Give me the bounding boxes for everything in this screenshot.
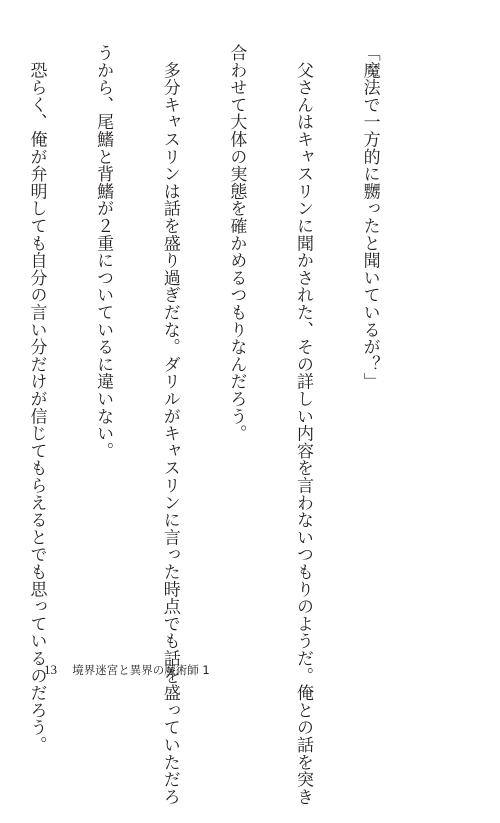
page-footer: [44, 662, 210, 678]
text-line: 父さんはキャスリンに聞かされた、その詳しい内容を言わないつもりのようだ。俺との話を突き: [292, 44, 313, 806]
book-title: 境界迷宮と異界の魔術師 1: [72, 663, 210, 677]
text-line: 多分キャスリンは話を盛り過ぎだな。ダリルがキャスリンに言った時点でも話を盛っていただろ: [159, 44, 180, 806]
text-line: うから、尾鰭と背鰭が２重についているに違いない。: [93, 44, 114, 460]
page-number: 13: [44, 662, 57, 677]
text-line: 「魔法で一方的に嬲ったと聞いているが？」: [359, 44, 380, 390]
text-line: 合わせて大体の実態を確かめるつもりなんだろう。: [226, 44, 247, 442]
text-line: 恐らく、俺が弁明しても自分の言い分だけが信じてもらえるとでも思っているのだろう。: [26, 44, 47, 754]
